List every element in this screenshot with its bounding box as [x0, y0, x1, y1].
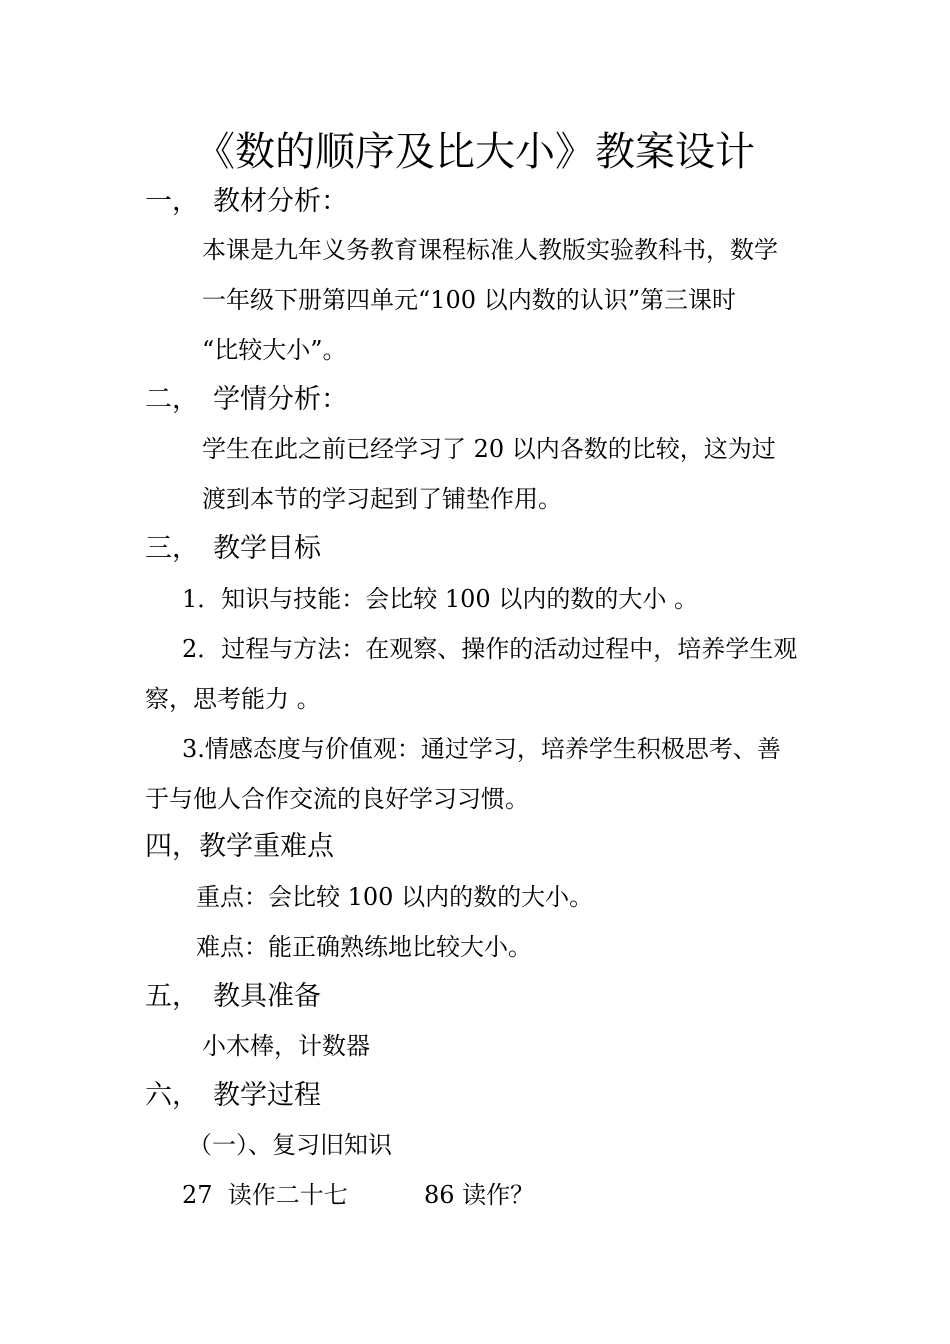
section-6-line-2: 27 读作二十七 — [182, 1181, 348, 1209]
section-4-line-2: 难点：能正确熟练地比较大小。 — [196, 933, 532, 961]
section-3-line-3: 察，思考能力 。 — [145, 685, 321, 713]
section-6-number: 六， — [145, 1080, 199, 1111]
section-3-number: 三， — [145, 533, 199, 564]
section-1-heading — [145, 182, 348, 222]
section-4-title: 教学重难点 — [199, 831, 334, 862]
section-5-number: 五， — [145, 981, 199, 1012]
section-4-line-1: 重点：会比较 100 以内的数的大小。 — [196, 883, 594, 911]
section-2-title: 学情分析： — [213, 384, 348, 415]
section-6-line-1: （一）、复习旧知识 — [188, 1131, 392, 1159]
section-1-number: 一， — [145, 186, 199, 217]
section-3-heading — [145, 529, 321, 569]
section-2-heading — [145, 380, 348, 420]
section-4-heading — [145, 827, 334, 867]
section-5-title: 教具准备 — [213, 981, 321, 1012]
section-3-line-4: 3.情感态度与价值观：通过学习，培养学生积极思考、善 — [182, 735, 781, 763]
section-1-line-1: 本课是九年义务教育课程标准人教版实验教科书，数学 — [202, 236, 778, 264]
section-3-line-1: 1．知识与技能：会比较 100 以内的数的大小 。 — [182, 585, 698, 613]
section-4-number: 四， — [145, 831, 199, 862]
section-3-title: 教学目标 — [213, 533, 321, 564]
section-2-number: 二， — [145, 384, 199, 415]
section-6-line-3: 86 读作？ — [424, 1181, 535, 1209]
document-title: 《数的顺序及比大小》教案设计 — [195, 129, 755, 175]
section-2-line-2: 渡到本节的学习起到了铺垫作用。 — [202, 485, 562, 513]
section-1-line-3: “比较大小”。 — [202, 336, 347, 364]
section-2-line-1: 学生在此之前已经学习了 20 以内各数的比较，这为过 — [202, 435, 776, 463]
section-1-title: 教材分析： — [213, 186, 348, 217]
section-5-heading — [145, 977, 321, 1017]
section-3-line-2: 2．过程与方法：在观察、操作的活动过程中，培养学生观 — [182, 635, 798, 663]
section-3-line-5: 于与他人合作交流的良好学习习惯。 — [145, 785, 529, 813]
section-6-heading — [145, 1076, 321, 1116]
section-5-line-1: 小木棒，计数器 — [202, 1032, 370, 1060]
section-6-title: 教学过程 — [213, 1080, 321, 1111]
section-1-line-2: 一年级下册第四单元“100 以内数的认识”第三课时 — [202, 286, 736, 314]
